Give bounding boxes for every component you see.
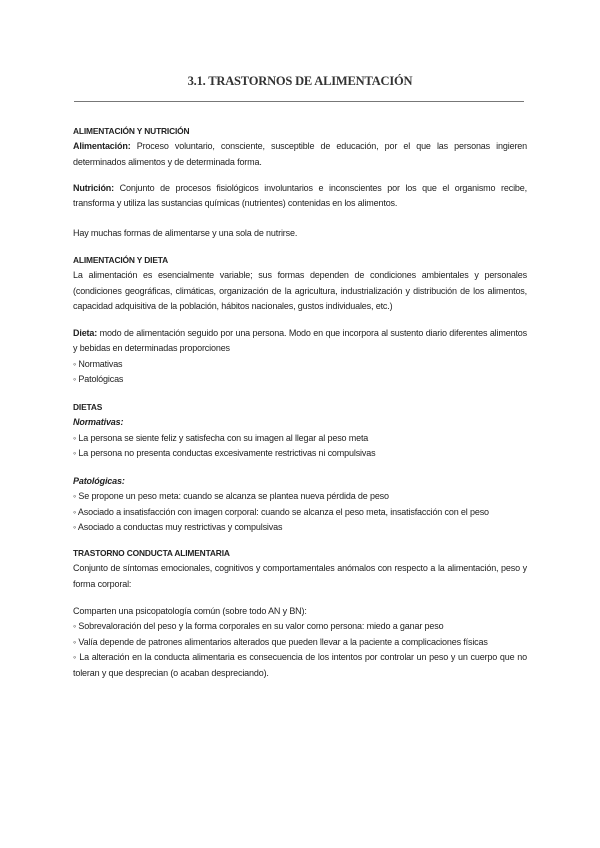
definition-text: Conjunto de procesos fisiológicos involuntarios e inconscientes por los que el organismo recibe, transforma y utiliza las sustancias químicas (nutrientes) contenidas en los alimentos. [73, 183, 527, 209]
term: Alimentación: [73, 141, 131, 152]
section-alimentacion-dieta [73, 253, 527, 315]
list-item: ◦ La alteración en la conducta alimentaria es consecuencia de los intentos por controlar un peso y un cuerpo que no toleran y que desprecian (o acaban despreciando). [73, 652, 527, 678]
section-trastorno-conducta [73, 546, 527, 592]
list-item: ◦ Patológicas [73, 374, 124, 385]
list-item: ◦ La persona se siente feliz y satisfecha con su imagen al llegar al peso meta [73, 432, 369, 443]
list-item: ◦ Sobrevaloración del peso y la forma corporales en su valor como persona: miedo a ganar peso [73, 621, 444, 632]
list-item: ◦ Se propone un peso meta: cuando se alcanza se plantea nueva pérdida de peso [73, 491, 389, 502]
definition-text: modo de alimentación seguido por una persona. Modo en que incorpora al sustento diario diferentes alimentos y bebidas en determinadas proporciones [73, 328, 527, 354]
subheading-normativas: Normativas: [73, 417, 124, 428]
list-item: ◦ Asociado a insatisfacción con imagen corporal: cuando se alcanza el peso meta, insatisfacción con el peso [73, 506, 489, 517]
psicopatologia-list [73, 604, 527, 681]
list-item: ◦ Normativas [73, 358, 123, 369]
paragraph: La alimentación es esencialmente variable; sus formas dependen de condiciones ambientales y personales (condiciones geográficas, climáticas, organización de la agricultura, industrialización y distribución de los alimentos, capacidad adquisitiva de la población, hábitos nacionales, gustos individuales, etc.) [73, 270, 527, 312]
page-title: 3.1. TRASTORNOS DE ALIMENTACIÓN [187, 74, 413, 88]
definition-text: Proceso voluntario, consciente, susceptible de educación, por el que las personas ingieren determinados alimentos y de determinada forma. [73, 141, 527, 167]
section-heading: TRASTORNO CONDUCTA ALIMENTARIA [73, 548, 230, 558]
note-text: Hay muchas formas de alimentarse y una sola de nutrirse. [73, 228, 298, 238]
list-item: ◦ Asociado a conductas muy restrictivas y compulsivas [73, 522, 283, 533]
term: Nutrición: [73, 183, 114, 193]
intro: Comparten una psicopatología común (sobre todo AN y BN): [73, 606, 307, 616]
section-heading: ALIMENTACIÓN Y NUTRICIÓN [73, 126, 190, 136]
definition-nutricion [73, 181, 527, 212]
section-heading: ALIMENTACIÓN Y DIETA [73, 255, 169, 265]
subsection-patologicas [73, 474, 527, 536]
section-alimentacion-nutricion [73, 124, 527, 170]
note [73, 226, 527, 241]
list-item: ◦ Valía depende de patrones alimentarios alterados que pueden llevar a la paciente a complicaciones físicas [73, 636, 488, 647]
term: Dieta: [73, 328, 98, 338]
section-heading: DIETAS [73, 402, 103, 412]
paragraph: Conjunto de síntomas emocionales, cognitivos y comportamentales anómalos con respecto a la alimentación, peso y forma corporal: [73, 563, 527, 589]
subheading-patologicas: Patológicas: [73, 476, 125, 486]
title-divider [74, 101, 524, 102]
definition-alimentacion [73, 139, 527, 170]
list-item: ◦ La persona no presenta conductas excesivamente restrictivas ni compulsivas [73, 448, 376, 459]
definition-dieta [73, 326, 527, 388]
section-dietas [73, 400, 527, 462]
